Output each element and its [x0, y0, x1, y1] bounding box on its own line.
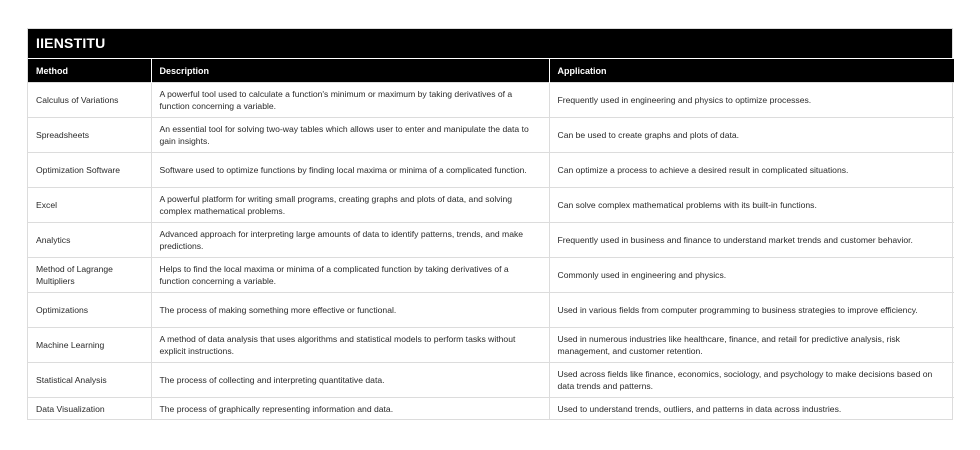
cell-method: Analytics: [28, 223, 151, 258]
cell-method: Optimization Software: [28, 153, 151, 188]
cell-method: Machine Learning: [28, 328, 151, 363]
column-header-application: Application: [549, 59, 954, 83]
cell-application: Frequently used in business and finance to understand market trends and customer behavior.: [549, 223, 954, 258]
table-row: [28, 363, 954, 398]
cell-application: Can be used to create graphs and plots of data.: [549, 118, 954, 153]
cell-description: A method of data analysis that uses algorithms and statistical models to perform tasks without explicit instructions.: [151, 328, 549, 363]
column-header-method: Method: [28, 59, 151, 83]
cell-description: The process of collecting and interpreting quantitative data.: [151, 363, 549, 398]
cell-description: Helps to find the local maxima or minima of a complicated function by taking derivatives of a function concerning a variable.: [151, 258, 549, 293]
table-header-row: [28, 59, 954, 83]
cell-method: Data Visualization: [28, 398, 151, 420]
cell-application: Can solve complex mathematical problems with its built-in functions.: [549, 188, 954, 223]
cell-application: Frequently used in engineering and physics to optimize processes.: [549, 83, 954, 118]
table-row: [28, 153, 954, 188]
table-row: [28, 398, 954, 420]
cell-description: Software used to optimize functions by finding local maxima or minima of a complicated function.: [151, 153, 549, 188]
cell-description: The process of making something more effective or functional.: [151, 293, 549, 328]
methods-table-container: [27, 28, 953, 420]
cell-description: An essential tool for solving two-way tables which allows user to enter and manipulate the data to gain insights.: [151, 118, 549, 153]
table-row: [28, 223, 954, 258]
cell-application: Used across fields like finance, economics, sociology, and psychology to make decisions based on data trends and patterns.: [549, 363, 954, 398]
cell-application: Used in various fields from computer programming to business strategies to improve efficiency.: [549, 293, 954, 328]
cell-application: Used in numerous industries like healthcare, finance, and retail for predictive analysis, risk management, and customer retention.: [549, 328, 954, 363]
cell-method: Statistical Analysis: [28, 363, 151, 398]
cell-description: A powerful tool used to calculate a function's minimum or maximum by taking derivatives of a function concerning a variable.: [151, 83, 549, 118]
cell-description: A powerful platform for writing small programs, creating graphs and plots of data, and solving complex mathematical problems.: [151, 188, 549, 223]
cell-method: Excel: [28, 188, 151, 223]
cell-application: Can optimize a process to achieve a desired result in complicated situations.: [549, 153, 954, 188]
column-header-description: Description: [151, 59, 549, 83]
table-row: [28, 293, 954, 328]
cell-method: Method of Lagrange Multipliers: [28, 258, 151, 293]
cell-method: Optimizations: [28, 293, 151, 328]
cell-description: The process of graphically representing information and data.: [151, 398, 549, 420]
table-row: [28, 118, 954, 153]
methods-table: [28, 58, 954, 419]
brand-title: IIENSTITU: [28, 29, 952, 58]
table-row: [28, 188, 954, 223]
cell-application: Used to understand trends, outliers, and patterns in data across industries.: [549, 398, 954, 420]
cell-method: Spreadsheets: [28, 118, 151, 153]
cell-description: Advanced approach for interpreting large amounts of data to identify patterns, trends, and make predictions.: [151, 223, 549, 258]
table-row: [28, 328, 954, 363]
cell-application: Commonly used in engineering and physics.: [549, 258, 954, 293]
table-row: [28, 258, 954, 293]
table-row: [28, 83, 954, 118]
cell-method: Calculus of Variations: [28, 83, 151, 118]
